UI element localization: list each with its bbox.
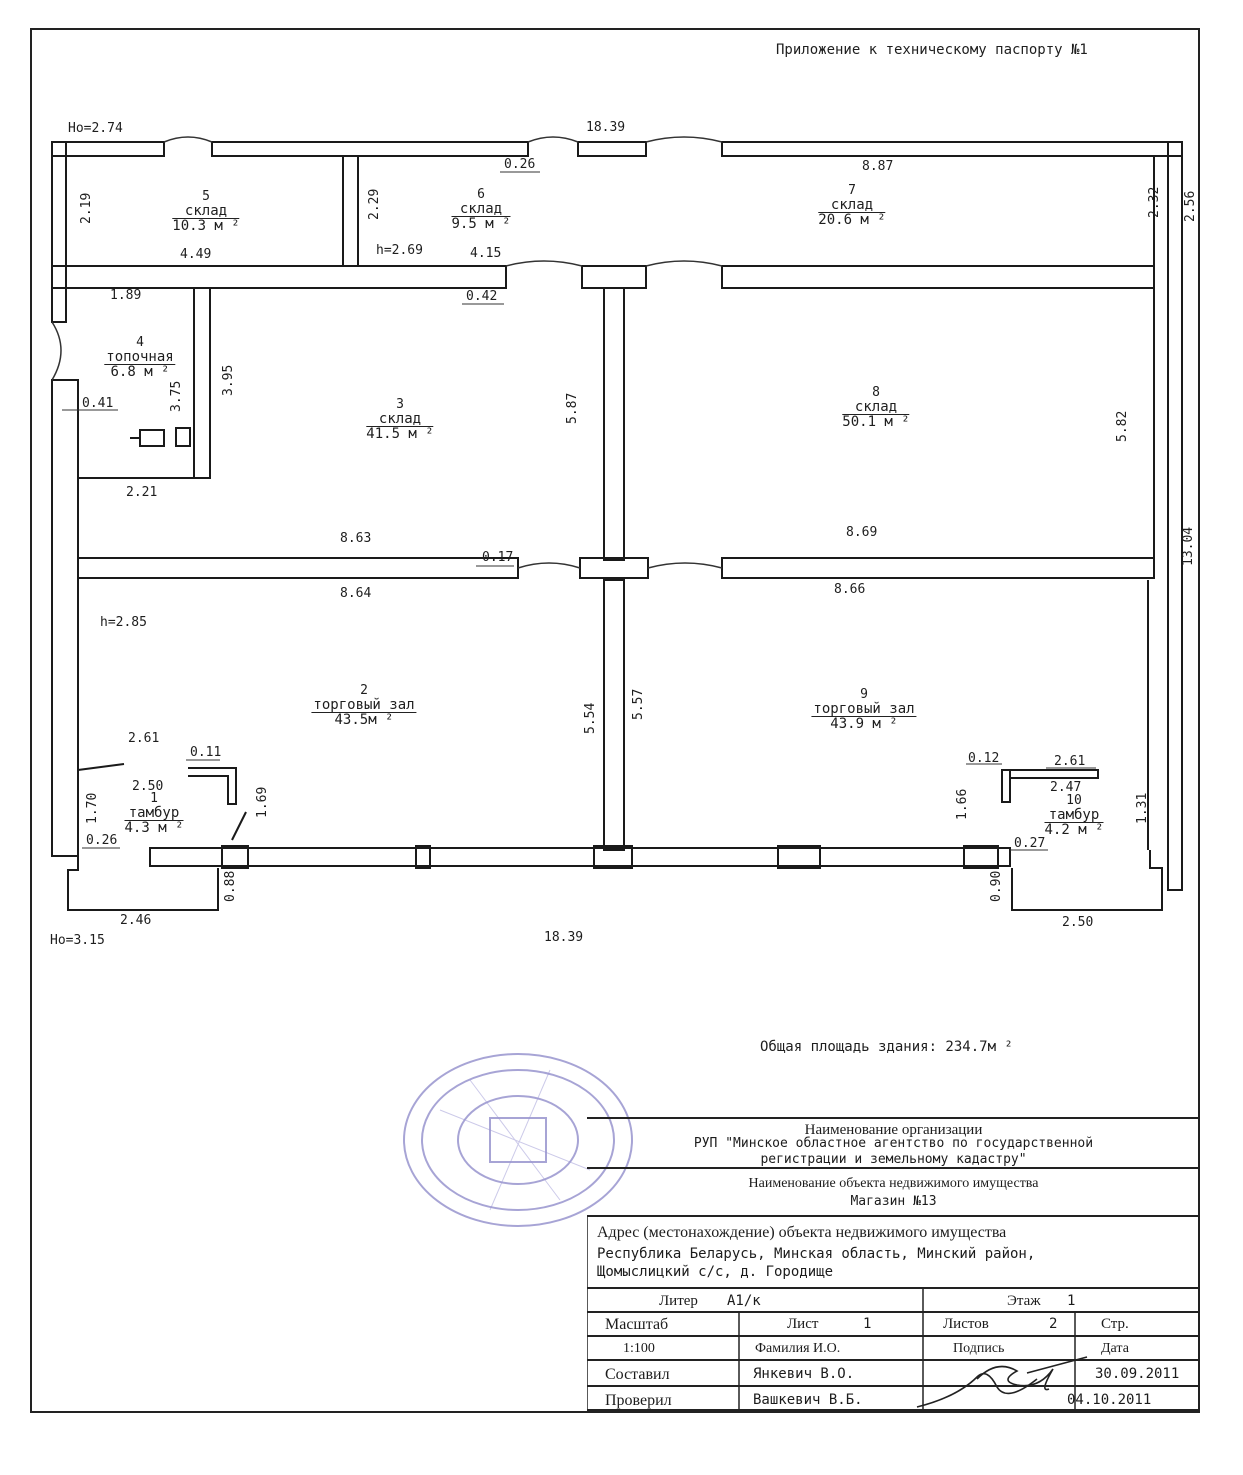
room-number: 6 xyxy=(477,187,485,202)
wall-segment xyxy=(1168,142,1182,890)
dimension: 2.46 xyxy=(120,913,152,928)
room-area: 4.2 м ² xyxy=(1044,822,1104,839)
floor-value: 1 xyxy=(1067,1293,1076,1309)
object-name: Магазин №13 xyxy=(850,1194,937,1209)
room-label xyxy=(366,398,433,442)
room-number: 4 xyxy=(136,335,144,350)
sheet-label: Лист xyxy=(787,1316,819,1332)
wall-segment xyxy=(52,142,66,322)
liter-label: Литер xyxy=(659,1293,698,1309)
room-number: 7 xyxy=(848,183,856,198)
room-area: 6.8 м ² xyxy=(110,364,170,381)
wall-segment xyxy=(604,580,624,850)
dimension: 18.39 xyxy=(544,930,584,945)
dimension: 2.19 xyxy=(79,192,94,224)
dimension: 0.11 xyxy=(190,745,222,760)
height-label: h=2.69 xyxy=(376,243,423,258)
dimension: 8.69 xyxy=(846,525,878,540)
dimension: 4.15 xyxy=(470,246,502,261)
page-label: Стр. xyxy=(1101,1316,1129,1332)
dimension: 2.47 xyxy=(1050,780,1082,795)
liter-value: А1/к xyxy=(727,1293,761,1309)
room-area: 43.9 м ² xyxy=(830,716,898,733)
room-name: тамбур xyxy=(124,806,183,822)
dimension: 0.88 xyxy=(223,870,238,902)
room-label xyxy=(104,336,175,380)
dimension: 5.87 xyxy=(565,392,580,424)
dimension: 1.70 xyxy=(85,792,100,824)
room-label xyxy=(124,792,183,836)
room-name: склад xyxy=(172,204,239,220)
room-number: 5 xyxy=(202,189,210,204)
dimension: 1.69 xyxy=(255,786,270,818)
wall-segment xyxy=(194,288,210,478)
dimension: 2.50 xyxy=(132,779,164,794)
dimension: 8.66 xyxy=(834,582,866,597)
dimension: 4.49 xyxy=(180,247,212,262)
room-area: 43.5м ² xyxy=(334,712,394,729)
dimension: 0.41 xyxy=(82,396,114,411)
wall-segment xyxy=(52,142,164,156)
wall-segment xyxy=(52,380,78,856)
object-heading: Наименование объекта недвижимого имущества xyxy=(748,1176,1039,1191)
sheet-value: 1 xyxy=(863,1316,872,1332)
address-heading: Адрес (местонахождение) объекта недвижимого имущества xyxy=(597,1224,1007,1241)
room-label xyxy=(311,684,416,728)
org-name-line2: регистрации и земельному кадастру" xyxy=(760,1152,1027,1167)
date-column: Дата xyxy=(1101,1341,1129,1356)
sheets-label: Листов xyxy=(943,1316,989,1332)
checked-date: 04.10.2011 xyxy=(1067,1392,1152,1408)
dimension: 2.29 xyxy=(367,188,382,220)
dimension: 0.42 xyxy=(466,289,498,304)
room-number: 1 xyxy=(150,791,158,806)
height-label: h=2.85 xyxy=(100,615,147,630)
room-name: торговый зал xyxy=(313,696,415,713)
room-number: 8 xyxy=(872,385,880,400)
scale-label: Масштаб xyxy=(605,1316,669,1333)
address-line2: Щомыслицкий с/с, д. Городище xyxy=(597,1264,834,1280)
compiled-date: 30.09.2011 xyxy=(1095,1366,1180,1382)
wall-segment xyxy=(722,142,1182,156)
dimension: 1.31 xyxy=(1135,792,1150,824)
boiler-symbol xyxy=(140,430,164,446)
dimension: 3.95 xyxy=(221,364,236,396)
room-name: торговый зал xyxy=(813,700,915,717)
dimension: 8.64 xyxy=(340,586,372,601)
checked-label: Проверил xyxy=(605,1392,672,1409)
floor-label: Этаж xyxy=(1007,1293,1041,1309)
annex-title: Приложение к техническому паспорту №1 xyxy=(776,42,1088,58)
address-line1: Республика Беларусь, Минская область, Минский район, xyxy=(597,1246,1036,1262)
dimension: 1.89 xyxy=(110,288,142,303)
wall-segment xyxy=(212,142,528,156)
room-name: склад xyxy=(818,198,885,214)
dimension: 0.27 xyxy=(1014,836,1046,851)
room-name: тамбур xyxy=(1044,808,1103,824)
room-label xyxy=(451,188,510,232)
dimension: 8.87 xyxy=(862,159,894,174)
dimension: 0.26 xyxy=(504,157,536,172)
wall-segment xyxy=(722,558,1154,578)
room-area: 9.5 м ² xyxy=(451,216,511,233)
wall-segment xyxy=(578,142,646,156)
checked-name: Вашкевич В.Б. xyxy=(753,1392,863,1408)
wall-segment xyxy=(604,288,624,560)
dimension: 0.90 xyxy=(989,870,1004,902)
height-label: Hо=2.74 xyxy=(68,121,123,136)
dimension: 2.21 xyxy=(126,485,158,500)
dimension: 3.75 xyxy=(169,380,184,412)
room-name: склад xyxy=(451,202,510,218)
dimension: 13.04 xyxy=(1181,526,1196,566)
room-label xyxy=(842,386,909,430)
dimension: 8.63 xyxy=(340,531,372,546)
room-name: склад xyxy=(366,412,433,428)
wall-segment xyxy=(722,266,1154,288)
signature-column: Подпись xyxy=(953,1341,1005,1356)
room-name: склад xyxy=(842,400,909,416)
room-number: 2 xyxy=(360,683,368,698)
room-number: 10 xyxy=(1066,793,1082,808)
room-number: 9 xyxy=(860,687,868,702)
height-label: Hо=3.15 xyxy=(50,933,105,948)
dimension: 2.50 xyxy=(1062,915,1094,930)
room-label xyxy=(172,190,239,234)
room-label xyxy=(811,688,916,732)
dimension: 2.61 xyxy=(128,731,160,746)
scale-value: 1:100 xyxy=(623,1341,655,1356)
name-column: Фамилия И.О. xyxy=(755,1341,841,1356)
dimension: 1.66 xyxy=(955,788,970,820)
dimension: 2.56 xyxy=(1183,190,1198,222)
wall-segment xyxy=(52,266,506,288)
dimension: 5.54 xyxy=(583,702,598,734)
wall-segment xyxy=(78,558,518,578)
org-name-line1: РУП "Минское областное агентство по государственной xyxy=(693,1136,1094,1151)
boiler-symbol xyxy=(176,428,190,446)
dimension: 0.26 xyxy=(86,833,118,848)
dimension: 5.82 xyxy=(1115,410,1130,442)
sheets-value: 2 xyxy=(1049,1316,1058,1332)
compiled-label: Составил xyxy=(605,1366,670,1383)
window-band xyxy=(150,848,1010,866)
title-block xyxy=(587,1117,1200,1413)
dimension: 5.57 xyxy=(631,688,646,720)
room-area: 41.5 м ² xyxy=(366,426,434,443)
room-number: 3 xyxy=(396,397,404,412)
title-block-grid xyxy=(587,1117,1200,1413)
dimension: 18.39 xyxy=(586,120,626,135)
room-area: 50.1 м ² xyxy=(842,414,910,431)
room-label xyxy=(1044,794,1103,838)
signature-mark xyxy=(977,1367,1053,1390)
dimension: 0.12 xyxy=(968,751,1000,766)
dimension: 0.17 xyxy=(482,550,514,565)
room-label xyxy=(818,184,885,228)
room-area: 4.3 м ² xyxy=(124,820,184,837)
room-name: топочная xyxy=(106,348,174,365)
room-area: 20.6 м ² xyxy=(818,212,886,229)
org-heading: Наименование организации xyxy=(804,1122,983,1138)
dimension: 2.61 xyxy=(1054,754,1086,769)
dimension: 2.32 xyxy=(1147,186,1162,218)
wall-segment xyxy=(582,266,646,288)
room-area: 10.3 м ² xyxy=(172,218,240,235)
total-area: Общая площадь здания: 234.7м ² xyxy=(760,1039,1013,1055)
compiled-name: Янкевич В.О. xyxy=(753,1366,855,1382)
